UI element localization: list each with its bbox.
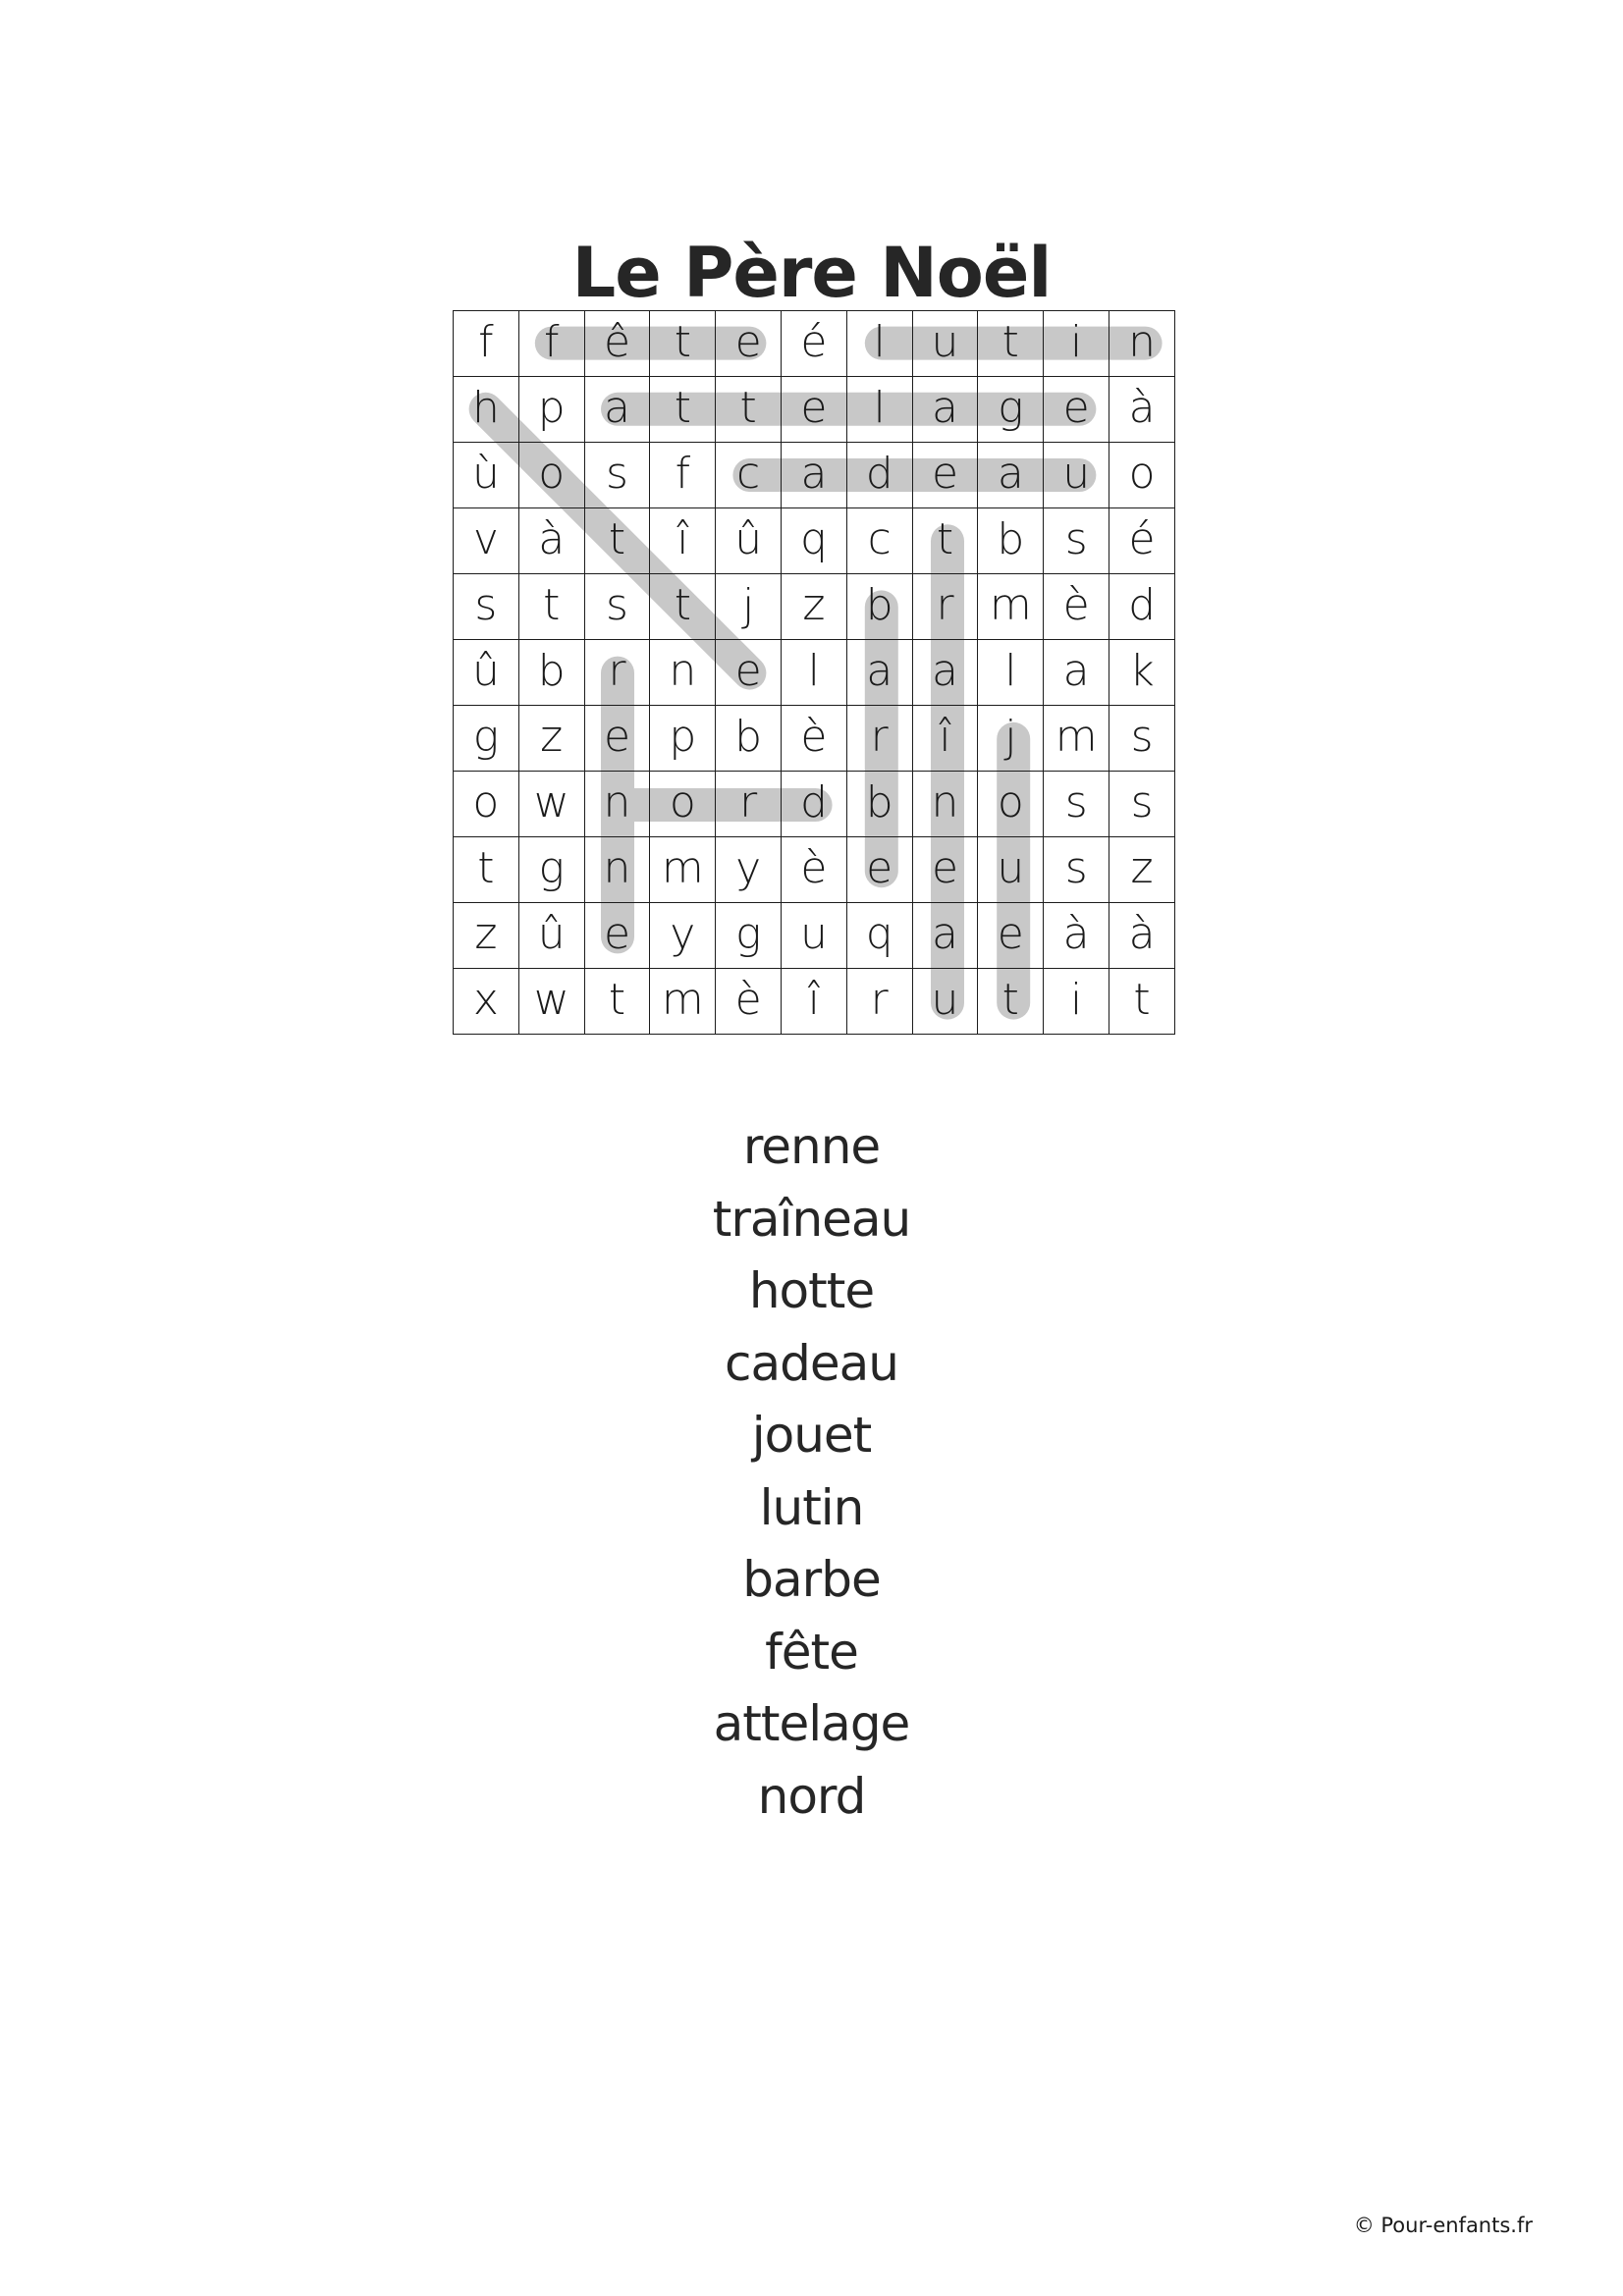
grid-letter: f (543, 316, 560, 367)
grid-cell[interactable] (846, 837, 912, 903)
grid-letter: i (1070, 974, 1083, 1025)
grid-letter: o (669, 776, 696, 828)
grid-letter: m (661, 842, 704, 893)
grid-letter: î (939, 711, 951, 762)
grid-letter: r (739, 776, 758, 828)
grid-cell[interactable] (454, 706, 519, 772)
grid-letter: f (675, 448, 691, 499)
grid-cell[interactable] (1109, 903, 1175, 969)
grid-letter: û (537, 908, 566, 959)
grid-cell[interactable] (716, 377, 782, 443)
grid-letter: é (1128, 513, 1156, 564)
grid-cell[interactable] (912, 508, 978, 574)
grid-letter: b (734, 711, 763, 762)
grid-cell[interactable] (978, 706, 1044, 772)
grid-cell[interactable] (846, 969, 912, 1035)
grid-cell[interactable] (978, 837, 1044, 903)
grid-cell[interactable] (650, 311, 716, 377)
grid-letter: u (799, 908, 828, 959)
word-list-item: lutin (759, 1478, 864, 1536)
grid-cell[interactable] (912, 640, 978, 706)
grid-letter: e (800, 382, 828, 433)
grid-letter: p (537, 382, 566, 433)
grid-letter: o (472, 776, 500, 828)
grid-letter: s (474, 579, 498, 630)
grid-letter: v (472, 513, 499, 564)
grid-cell[interactable] (650, 837, 716, 903)
grid-cell[interactable] (912, 311, 978, 377)
grid-cell[interactable] (1044, 706, 1109, 772)
grid-cell[interactable] (518, 377, 584, 443)
grid-letter: t (543, 579, 561, 630)
grid-letter: z (540, 711, 564, 762)
grid-letter: û (734, 513, 763, 564)
grid-letter: w (533, 974, 569, 1025)
word-list (0, 1111, 1623, 1833)
grid-cell[interactable] (518, 640, 584, 706)
grid-cell[interactable] (782, 903, 847, 969)
grid-letter: e (603, 711, 631, 762)
grid-row (454, 772, 1175, 837)
grid-cell[interactable] (454, 640, 519, 706)
grid-letter: r (608, 645, 626, 696)
grid-letter: g (538, 842, 565, 893)
grid-letter: a (800, 448, 828, 499)
word-search-grid (453, 310, 1175, 1037)
grid-cell[interactable] (978, 443, 1044, 508)
grid-letter: g (998, 382, 1024, 433)
grid-letter: n (1128, 316, 1156, 367)
grid-cell[interactable] (1109, 772, 1175, 837)
word-list-item: barbe (742, 1551, 881, 1608)
grid-cell[interactable] (1044, 640, 1109, 706)
grid-cell[interactable] (716, 706, 782, 772)
grid-letter: e (734, 645, 762, 696)
grid-cell[interactable] (454, 311, 519, 377)
grid-cell[interactable] (716, 640, 782, 706)
grid-cell[interactable] (650, 377, 716, 443)
grid-cell[interactable] (1044, 903, 1109, 969)
grid-letter: j (1004, 711, 1017, 762)
grid-letter: t (1133, 974, 1151, 1025)
grid-letter: t (608, 513, 626, 564)
grid-letter: a (932, 382, 958, 433)
grid-cell[interactable] (978, 508, 1044, 574)
grid-cell[interactable] (1109, 837, 1175, 903)
grid-cell[interactable] (846, 574, 912, 640)
grid-letter: t (936, 513, 954, 564)
grid-cell[interactable] (584, 706, 650, 772)
grid-cell[interactable] (846, 772, 912, 837)
grid-cell[interactable] (716, 311, 782, 377)
grid-cell[interactable] (912, 706, 978, 772)
grid-letter: c (736, 448, 761, 499)
grid-cell[interactable] (978, 772, 1044, 837)
grid-cell[interactable] (1109, 706, 1175, 772)
grid-cell[interactable] (978, 574, 1044, 640)
grid-letter: d (865, 448, 893, 499)
grid-letter: î (676, 513, 689, 564)
grid-cell[interactable] (518, 443, 584, 508)
grid-cell[interactable] (846, 377, 912, 443)
grid-cell[interactable] (912, 443, 978, 508)
grid-cell[interactable] (716, 443, 782, 508)
grid-cell[interactable] (518, 508, 584, 574)
grid-letter: à (1128, 382, 1156, 433)
grid-letter: a (1062, 645, 1090, 696)
grid-cell[interactable] (716, 969, 782, 1035)
grid-letter: î (807, 974, 821, 1025)
grid-cell[interactable] (584, 969, 650, 1035)
grid-cell[interactable] (1044, 377, 1109, 443)
grid-cell[interactable] (1044, 508, 1109, 574)
grid-letter: a (932, 908, 958, 959)
grid-cell[interactable] (1044, 311, 1109, 377)
grid-letter: a (604, 382, 630, 433)
grid-letter: p (669, 711, 697, 762)
grid-row (454, 443, 1175, 508)
grid-cell[interactable] (1109, 508, 1175, 574)
grid-letter: à (1128, 908, 1156, 959)
grid-letter: k (1129, 645, 1155, 696)
grid-cell[interactable] (650, 903, 716, 969)
grid-letter: l (1004, 645, 1017, 696)
grid-cell[interactable] (978, 969, 1044, 1035)
grid-cell[interactable] (518, 574, 584, 640)
grid-cell[interactable] (454, 574, 519, 640)
grid-letter: r (870, 711, 889, 762)
grid-cell[interactable] (782, 574, 847, 640)
word-list-item: cadeau (725, 1334, 898, 1392)
grid-cell[interactable] (912, 969, 978, 1035)
grid-letter: a (866, 645, 893, 696)
grid-cell[interactable] (1109, 311, 1175, 377)
grid-letter: r (936, 579, 954, 630)
grid-letter: t (608, 974, 626, 1025)
grid-letter: è (800, 711, 828, 762)
grid-row (454, 574, 1175, 640)
word-list-item: hotte (748, 1262, 875, 1319)
grid-letter: à (538, 513, 566, 564)
grid-cell[interactable] (584, 903, 650, 969)
word-list-item: attelage (713, 1695, 910, 1752)
grid-cell[interactable] (454, 969, 519, 1035)
grid-cell[interactable] (650, 772, 716, 837)
grid-letter: b (997, 513, 1025, 564)
grid-letter: s (1130, 776, 1154, 828)
grid-cell[interactable] (782, 706, 847, 772)
grid-letter: b (537, 645, 566, 696)
grid-letter: è (800, 842, 828, 893)
grid-letter: y (670, 908, 696, 959)
grid-row (454, 903, 1175, 969)
grid-cell[interactable] (454, 443, 519, 508)
grid-letter: s (606, 579, 628, 630)
grid-cell[interactable] (846, 311, 912, 377)
grid-letter: m (1055, 711, 1098, 762)
grid-letter: e (603, 908, 631, 959)
grid-letter: n (931, 776, 959, 828)
grid-letter: l (873, 382, 886, 433)
letter-grid (453, 310, 1175, 1035)
grid-letter: j (742, 579, 755, 630)
grid-letter: s (1064, 842, 1088, 893)
grid-letter: z (1130, 842, 1154, 893)
grid-cell[interactable] (846, 443, 912, 508)
grid-cell[interactable] (454, 377, 519, 443)
grid-letter: t (1001, 974, 1019, 1025)
grid-cell[interactable] (1109, 443, 1175, 508)
grid-cell[interactable] (650, 508, 716, 574)
copyright-credit: © Pour-enfants.fr (1353, 2214, 1533, 2237)
grid-cell[interactable] (650, 706, 716, 772)
grid-cell[interactable] (716, 772, 782, 837)
grid-cell[interactable] (584, 772, 650, 837)
grid-letter: à (1062, 908, 1090, 959)
grid-cell[interactable] (846, 903, 912, 969)
grid-letter: r (870, 974, 889, 1025)
grid-cell[interactable] (584, 508, 650, 574)
grid-cell[interactable] (1109, 377, 1175, 443)
grid-letter: e (866, 842, 893, 893)
grid-cell[interactable] (1109, 969, 1175, 1035)
grid-cell[interactable] (1044, 837, 1109, 903)
grid-cell[interactable] (782, 837, 847, 903)
grid-letter: w (533, 776, 569, 828)
grid-cell[interactable] (1044, 574, 1109, 640)
grid-row (454, 706, 1175, 772)
grid-letter: m (661, 974, 704, 1025)
grid-cell[interactable] (1044, 969, 1109, 1035)
grid-cell[interactable] (584, 377, 650, 443)
grid-letter: y (735, 842, 762, 893)
grid-cell[interactable] (454, 508, 519, 574)
grid-cell[interactable] (518, 311, 584, 377)
grid-letter: t (739, 382, 757, 433)
grid-letter: d (1128, 579, 1157, 630)
grid-cell[interactable] (454, 837, 519, 903)
grid-letter: e (1062, 382, 1090, 433)
grid-letter: t (674, 316, 691, 367)
grid-cell[interactable] (454, 903, 519, 969)
grid-letter: e (931, 842, 959, 893)
grid-row (454, 311, 1175, 377)
word-list-item: traîneau (712, 1190, 911, 1248)
grid-letter: e (734, 316, 762, 367)
grid-cell[interactable] (846, 640, 912, 706)
grid-cell[interactable] (716, 903, 782, 969)
grid-cell[interactable] (978, 311, 1044, 377)
grid-cell[interactable] (584, 837, 650, 903)
grid-letter: z (474, 908, 498, 959)
grid-row (454, 837, 1175, 903)
grid-letter: t (674, 382, 691, 433)
grid-cell[interactable] (912, 377, 978, 443)
word-list-item: fête (765, 1623, 858, 1681)
grid-letter: é (800, 316, 828, 367)
grid-row (454, 969, 1175, 1035)
grid-letter: e (997, 908, 1024, 959)
grid-letter: x (472, 974, 499, 1025)
grid-letter: t (1001, 316, 1019, 367)
grid-letter: b (865, 776, 893, 828)
grid-letter: u (997, 842, 1025, 893)
grid-letter: s (1064, 513, 1088, 564)
grid-letter: q (799, 513, 828, 564)
word-list-item: nord (757, 1767, 866, 1825)
grid-letter: h (471, 382, 500, 433)
grid-letter: a (932, 645, 958, 696)
grid-letter: g (472, 711, 500, 762)
grid-letter: n (603, 842, 631, 893)
grid-cell[interactable] (782, 508, 847, 574)
grid-letter: o (1128, 448, 1156, 499)
grid-cell[interactable] (650, 969, 716, 1035)
grid-cell[interactable] (978, 377, 1044, 443)
grid-cell[interactable] (1109, 640, 1175, 706)
page-title: Le Père Noël (571, 232, 1052, 313)
grid-row (454, 377, 1175, 443)
grid-letter: o (538, 448, 566, 499)
grid-cell[interactable] (978, 903, 1044, 969)
grid-cell[interactable] (782, 640, 847, 706)
grid-cell[interactable] (912, 903, 978, 969)
grid-cell[interactable] (454, 772, 519, 837)
grid-letter: c (867, 513, 892, 564)
grid-letter: n (603, 776, 631, 828)
grid-cell[interactable] (716, 837, 782, 903)
grid-row (454, 640, 1175, 706)
grid-cell[interactable] (782, 377, 847, 443)
grid-letter: u (931, 974, 959, 1025)
grid-cell[interactable] (716, 574, 782, 640)
grid-cell[interactable] (978, 640, 1044, 706)
grid-letter: z (802, 579, 826, 630)
grid-cell[interactable] (1044, 443, 1109, 508)
grid-cell[interactable] (846, 508, 912, 574)
grid-letter: t (674, 579, 691, 630)
grid-cell[interactable] (584, 311, 650, 377)
grid-cell[interactable] (1044, 772, 1109, 837)
word-list-item: renne (742, 1118, 881, 1175)
word-list-item: jouet (751, 1407, 872, 1464)
grid-cell[interactable] (650, 574, 716, 640)
grid-letter: è (1062, 579, 1090, 630)
grid-cell[interactable] (650, 443, 716, 508)
grid-letter: ê (603, 316, 631, 367)
grid-letter: t (477, 842, 495, 893)
grid-cell[interactable] (1109, 574, 1175, 640)
grid-cell[interactable] (518, 903, 584, 969)
grid-cell[interactable] (912, 574, 978, 640)
grid-row (454, 508, 1175, 574)
grid-cell[interactable] (584, 443, 650, 508)
grid-cell[interactable] (518, 969, 584, 1035)
grid-letter: f (478, 316, 494, 367)
grid-letter: ù (471, 448, 500, 499)
grid-letter: u (1062, 448, 1091, 499)
grid-letter: b (865, 579, 893, 630)
grid-letter: n (669, 645, 697, 696)
grid-letter: i (1070, 316, 1083, 367)
grid-cell[interactable] (782, 443, 847, 508)
grid-cell[interactable] (518, 837, 584, 903)
grid-cell[interactable] (716, 508, 782, 574)
grid-letter: è (734, 974, 762, 1025)
grid-letter: l (807, 645, 821, 696)
grid-cell[interactable] (584, 574, 650, 640)
grid-cell[interactable] (782, 772, 847, 837)
grid-cell[interactable] (584, 640, 650, 706)
grid-letter: s (1130, 711, 1154, 762)
grid-cell[interactable] (782, 311, 847, 377)
grid-letter: s (606, 448, 628, 499)
grid-letter: s (1064, 776, 1088, 828)
grid-cell[interactable] (518, 706, 584, 772)
grid-letter: a (997, 448, 1024, 499)
grid-letter: o (997, 776, 1024, 828)
grid-cell[interactable] (518, 772, 584, 837)
grid-cell[interactable] (912, 772, 978, 837)
grid-cell[interactable] (650, 640, 716, 706)
grid-letter: d (799, 776, 828, 828)
grid-cell[interactable] (912, 837, 978, 903)
grid-letter: u (931, 316, 959, 367)
grid-cell[interactable] (782, 969, 847, 1035)
grid-letter: e (931, 448, 959, 499)
grid-letter: û (471, 645, 500, 696)
grid-cell[interactable] (846, 706, 912, 772)
grid-letter: l (873, 316, 886, 367)
grid-letter: g (734, 908, 762, 959)
grid-letter: q (865, 908, 893, 959)
grid-letter: m (989, 579, 1032, 630)
